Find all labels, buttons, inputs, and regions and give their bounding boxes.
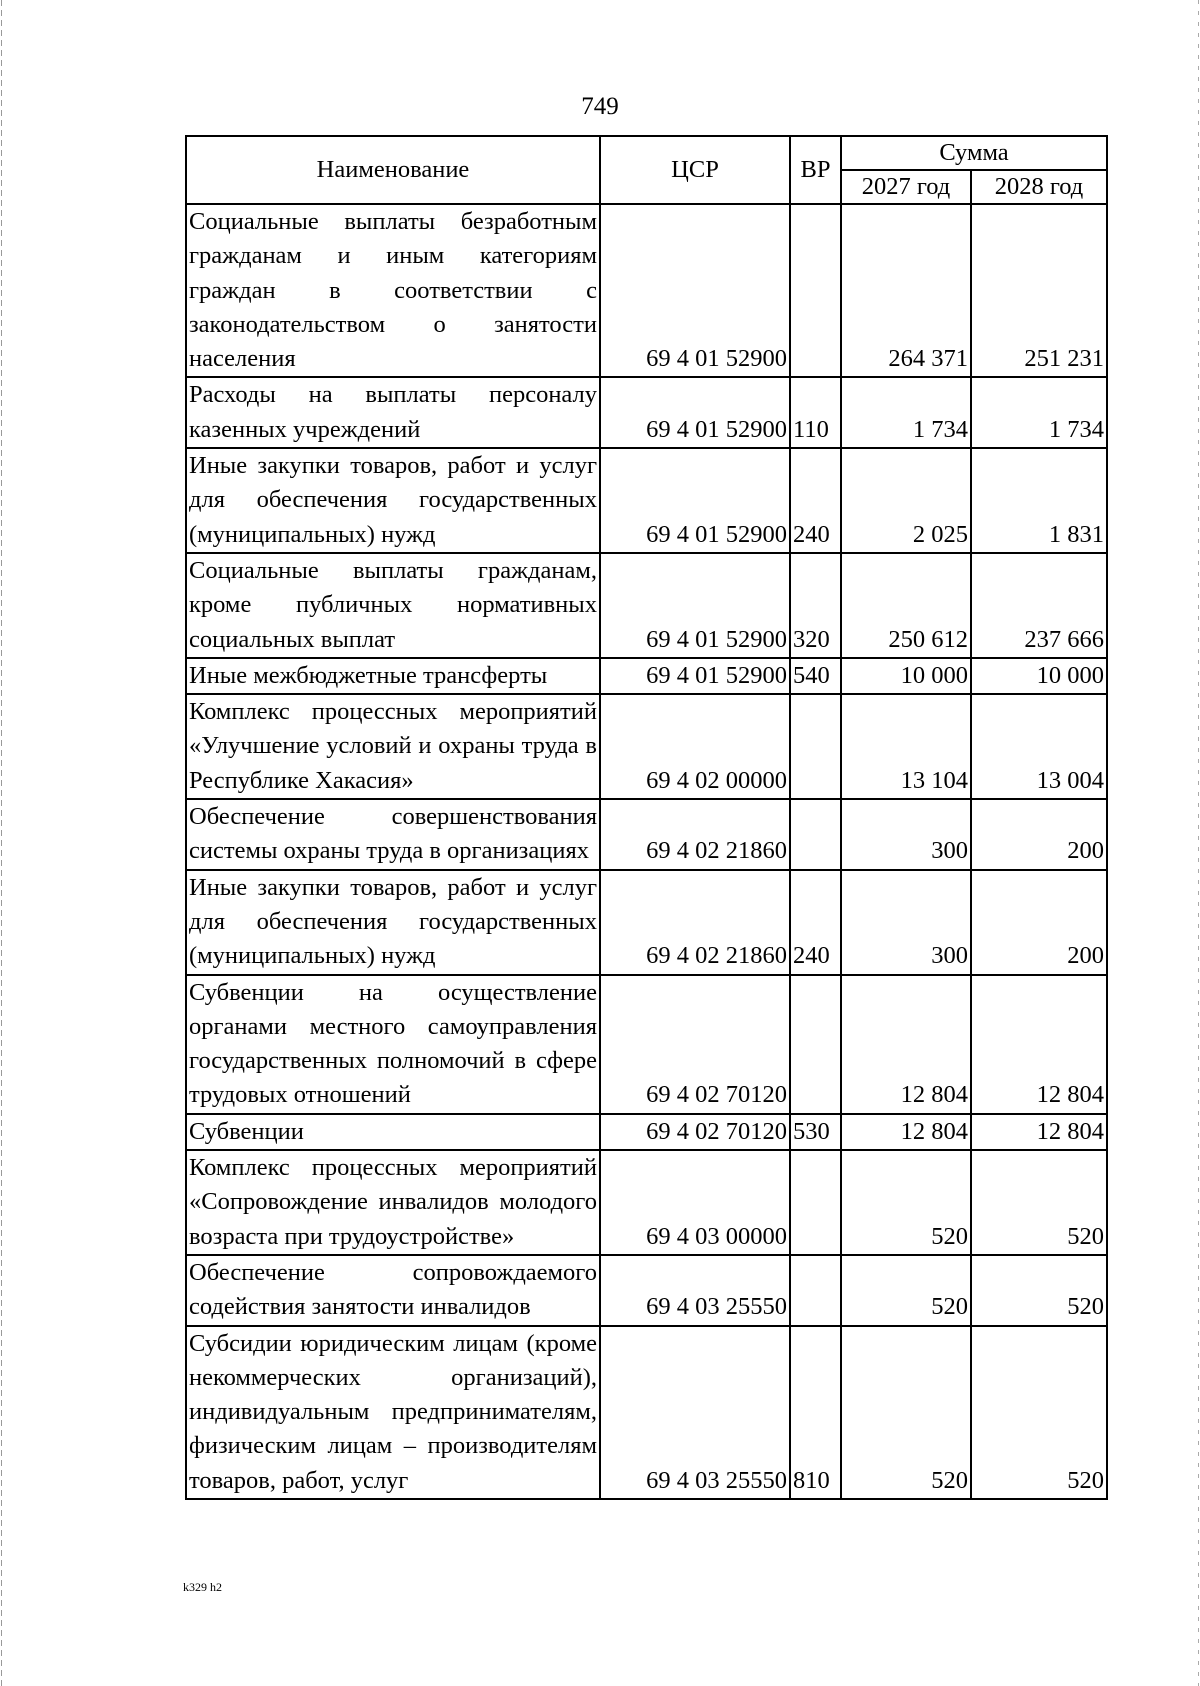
row-name-cell: Социальные выплаты гражданам, кроме публичных нормативных социальных выплат [186, 553, 600, 658]
row-csr-cell: 69 4 03 25550 [600, 1326, 790, 1499]
row-2027-cell: 10 000 [841, 658, 971, 694]
row-csr-cell: 69 4 01 52900 [600, 204, 790, 377]
row-2028-cell: 520 [971, 1255, 1107, 1326]
row-name-cell: Расходы на выплаты персоналу казенных учреждений [186, 377, 600, 448]
row-2028-cell: 200 [971, 799, 1107, 870]
row-csr-cell: 69 4 01 52900 [600, 377, 790, 448]
row-2027-cell: 520 [841, 1326, 971, 1499]
table-header [186, 136, 1107, 204]
row-csr-cell: 69 4 01 52900 [600, 658, 790, 694]
row-2028-cell: 251 231 [971, 204, 1107, 377]
row-vr-cell: 530 [790, 1114, 841, 1150]
row-2028-cell: 13 004 [971, 694, 1107, 799]
row-csr-cell: 69 4 03 25550 [600, 1255, 790, 1326]
table-row [186, 658, 1107, 694]
row-vr-cell: 810 [790, 1326, 841, 1499]
header-sum: Сумма [841, 136, 1107, 170]
header-year-2028: 2028 год [971, 170, 1107, 204]
row-csr-cell: 69 4 01 52900 [600, 553, 790, 658]
table-row [186, 377, 1107, 448]
row-name-cell: Иные закупки товаров, работ и услуг для обеспечения государственных (муниципальных) нужд [186, 448, 600, 553]
row-vr-cell [790, 1255, 841, 1326]
row-2028-cell: 10 000 [971, 658, 1107, 694]
row-2027-cell: 250 612 [841, 553, 971, 658]
table-row [186, 448, 1107, 553]
row-2027-cell: 300 [841, 799, 971, 870]
row-2028-cell: 1 734 [971, 377, 1107, 448]
row-2027-cell: 1 734 [841, 377, 971, 448]
table-row [186, 1255, 1107, 1326]
header-csr: ЦСР [600, 136, 790, 204]
table-row [186, 1326, 1107, 1499]
row-name-cell: Субвенции на осуществление органами местного самоуправления государственных полномочий в сфере трудовых отношений [186, 975, 600, 1114]
row-vr-cell [790, 204, 841, 377]
row-csr-cell: 69 4 02 70120 [600, 975, 790, 1114]
row-2027-cell: 520 [841, 1150, 971, 1255]
header-vr: ВР [790, 136, 841, 204]
page-number: 749 [581, 93, 619, 120]
footnote-code: k329 h2 [183, 1580, 222, 1594]
row-vr-cell: 240 [790, 870, 841, 975]
table-row [186, 975, 1107, 1114]
row-2028-cell: 12 804 [971, 1114, 1107, 1150]
row-vr-cell: 110 [790, 377, 841, 448]
table-row [186, 204, 1107, 377]
row-name-cell: Иные закупки товаров, работ и услуг для обеспечения государственных (муниципальных) нужд [186, 870, 600, 975]
row-2028-cell: 12 804 [971, 975, 1107, 1114]
table-row [186, 799, 1107, 870]
row-2028-cell: 200 [971, 870, 1107, 975]
row-2027-cell: 12 804 [841, 1114, 971, 1150]
header-year-2027: 2027 год [841, 170, 971, 204]
budget-table [185, 135, 1108, 1500]
row-name-cell: Субвенции [186, 1114, 600, 1150]
row-csr-cell: 69 4 02 70120 [600, 1114, 790, 1150]
row-2027-cell: 2 025 [841, 448, 971, 553]
row-name-cell: Иные межбюджетные трансферты [186, 658, 600, 694]
row-vr-cell [790, 975, 841, 1114]
table-row [186, 694, 1107, 799]
row-csr-cell: 69 4 01 52900 [600, 448, 790, 553]
row-2027-cell: 13 104 [841, 694, 971, 799]
table-row [186, 870, 1107, 975]
row-2027-cell: 12 804 [841, 975, 971, 1114]
table-row [186, 553, 1107, 658]
row-csr-cell: 69 4 02 00000 [600, 694, 790, 799]
row-2028-cell: 520 [971, 1326, 1107, 1499]
table-row [186, 1114, 1107, 1150]
row-name-cell: Обеспечение совершенствования системы охраны труда в организациях [186, 799, 600, 870]
table-row [186, 1150, 1107, 1255]
row-vr-cell [790, 799, 841, 870]
row-csr-cell: 69 4 02 21860 [600, 870, 790, 975]
row-csr-cell: 69 4 03 00000 [600, 1150, 790, 1255]
row-csr-cell: 69 4 02 21860 [600, 799, 790, 870]
row-vr-cell: 240 [790, 448, 841, 553]
row-vr-cell: 320 [790, 553, 841, 658]
row-2028-cell: 237 666 [971, 553, 1107, 658]
row-2028-cell: 520 [971, 1150, 1107, 1255]
row-name-cell: Комплекс процессных мероприятий «Сопровождение инвалидов молодого возраста при трудоустройстве» [186, 1150, 600, 1255]
row-2027-cell: 520 [841, 1255, 971, 1326]
row-name-cell: Комплекс процессных мероприятий «Улучшение условий и охраны труда в Республике Хакасия» [186, 694, 600, 799]
table-body [186, 204, 1107, 1499]
header-name: Наименование [186, 136, 600, 204]
row-vr-cell [790, 1150, 841, 1255]
row-vr-cell [790, 694, 841, 799]
row-2028-cell: 1 831 [971, 448, 1107, 553]
row-name-cell: Обеспечение сопровождаемого содействия занятости инвалидов [186, 1255, 600, 1326]
scan-edge-right [1198, 0, 1199, 1686]
row-vr-cell: 540 [790, 658, 841, 694]
row-name-cell: Социальные выплаты безработным гражданам и иным категориям граждан в соответствии с законодательством о занятости населения [186, 204, 600, 377]
row-name-cell: Субсидии юридическим лицам (кроме некоммерческих организаций), индивидуальным предпринимателям, физическим лицам – производителям товаров, работ, услуг [186, 1326, 600, 1499]
row-2027-cell: 300 [841, 870, 971, 975]
row-2027-cell: 264 371 [841, 204, 971, 377]
scan-edge-left [1, 0, 2, 1686]
